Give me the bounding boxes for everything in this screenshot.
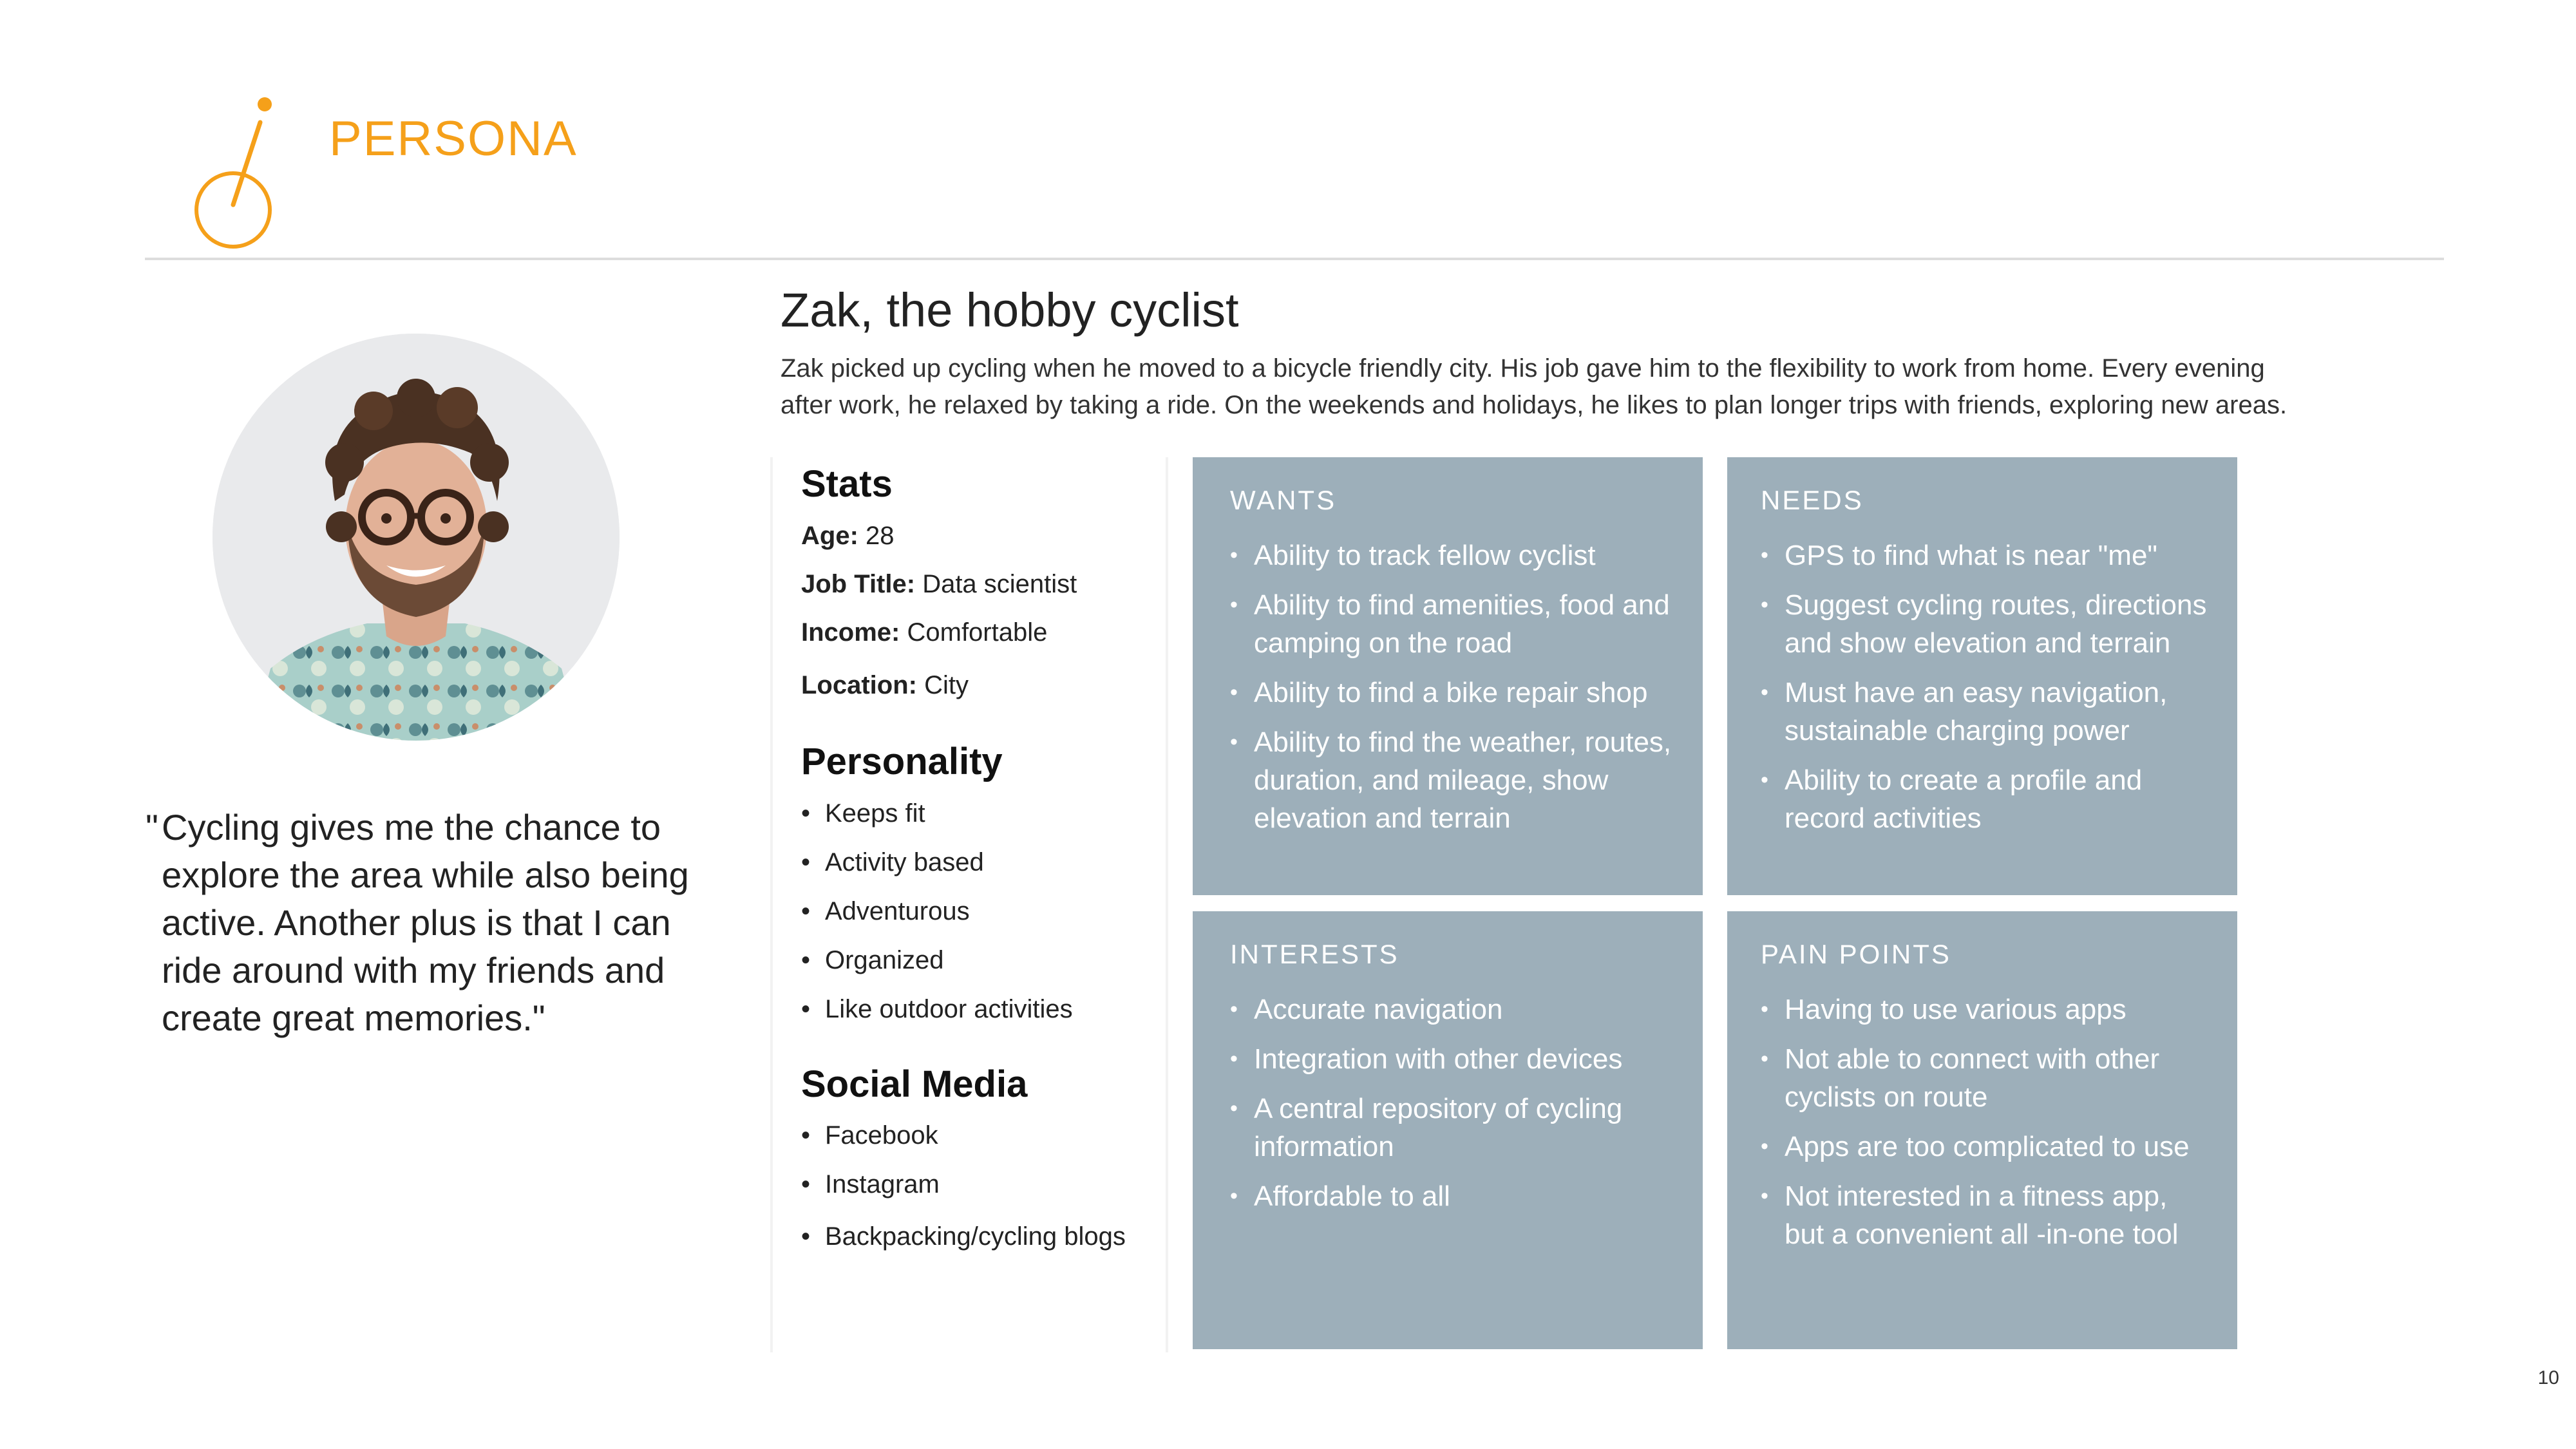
list-item: • Keeps fit xyxy=(801,799,925,828)
list-item: • Accurate navigation xyxy=(1230,990,1677,1028)
stat-age-label: Age: xyxy=(801,522,858,550)
stat-income-value: Comfortable xyxy=(907,618,1048,647)
avatar-illustration xyxy=(213,334,620,741)
social-media-heading: Social Media xyxy=(801,1063,1028,1105)
list-item: • Adventurous xyxy=(801,897,970,925)
list-item: • Affordable to all xyxy=(1230,1177,1677,1215)
interests-list xyxy=(1230,990,1677,1215)
pain-points-box xyxy=(1727,911,2237,1349)
pain-points-list xyxy=(1761,990,2211,1253)
list-item: • Having to use various apps xyxy=(1761,990,2211,1028)
list-item: • Backpacking/cycling blogs xyxy=(801,1222,1126,1251)
list-item: • A central repository of cycling information xyxy=(1230,1090,1677,1166)
quote-text: Cycling gives me the chance to explore the area while also being active. Another plus is that I can ride around with my friends and create great memories." xyxy=(162,807,689,1038)
needs-box xyxy=(1727,457,2237,895)
list-item: • Ability to find a bike repair shop xyxy=(1230,674,1677,712)
list-item: • Ability to track fellow cyclist xyxy=(1230,536,1677,574)
needs-heading: NEEDS xyxy=(1761,485,1864,515)
header-divider xyxy=(145,258,2444,260)
persona-bio: Zak picked up cycling when he moved to a bicycle friendly city. His job gave him to the flexibility to work from home. Every evening after work, he relaxed by taking a ride. On the weekends and holidays, he likes to plan longer trips with friends, exploring new areas. xyxy=(781,354,2287,419)
wants-heading: WANTS xyxy=(1230,485,1337,515)
stat-income xyxy=(801,620,1047,645)
list-item: • Like outdoor activities xyxy=(801,995,1073,1023)
stat-job-title xyxy=(801,571,1077,597)
interests-heading: INTERESTS xyxy=(1230,939,1399,969)
page-number: 10 xyxy=(2537,1367,2559,1388)
wants-list xyxy=(1230,536,1677,837)
list-item: • Not interested in a fitness app, but a convenient all -in-one tool xyxy=(1761,1177,2211,1253)
stat-income-label: Income: xyxy=(801,618,900,647)
stat-age xyxy=(801,523,895,549)
stats-heading: Stats xyxy=(801,463,893,505)
list-item: • Organized xyxy=(801,946,944,974)
list-item: • Ability to find the weather, routes, duration, and mileage, show elevation and terrain xyxy=(1230,723,1677,837)
quote-mark: " xyxy=(146,807,158,848)
list-item: • Apps are too complicated to use xyxy=(1761,1128,2211,1166)
list-item: • Ability to find amenities, food and camping on the road xyxy=(1230,586,1677,662)
list-item: • Must have an easy navigation, sustainable charging power xyxy=(1761,674,2211,750)
stat-location-label: Location: xyxy=(801,671,917,699)
list-item: • GPS to find what is near "me" xyxy=(1761,536,2211,574)
interests-box xyxy=(1193,911,1703,1349)
list-item: • Activity based xyxy=(801,848,984,876)
list-item: • Instagram xyxy=(801,1170,940,1198)
needs-list xyxy=(1761,536,2211,837)
persona-avatar xyxy=(213,334,620,741)
pain-points-heading: PAIN POINTS xyxy=(1761,939,1951,969)
stat-job-value: Data scientist xyxy=(922,570,1077,598)
list-item: • Suggest cycling routes, directions and show elevation and terrain xyxy=(1761,586,2211,662)
stat-job-label: Job Title: xyxy=(801,570,916,598)
page-title: PERSONA xyxy=(329,111,578,166)
persona-name: Zak, the hobby cyclist xyxy=(781,283,1239,337)
stat-location-value: City xyxy=(924,671,969,699)
list-item: • Facebook xyxy=(801,1121,938,1150)
list-item: • Integration with other devices xyxy=(1230,1040,1677,1078)
wants-box xyxy=(1193,457,1703,895)
persona-quote xyxy=(146,804,725,1042)
list-item: • Ability to create a profile and record activities xyxy=(1761,761,2211,837)
personality-heading: Personality xyxy=(801,741,1003,782)
bicycle-wheel-logo-icon xyxy=(191,95,281,250)
stat-age-value: 28 xyxy=(866,522,895,550)
stat-location xyxy=(801,672,969,698)
list-item: • Not able to connect with other cyclists on route xyxy=(1761,1040,2211,1116)
